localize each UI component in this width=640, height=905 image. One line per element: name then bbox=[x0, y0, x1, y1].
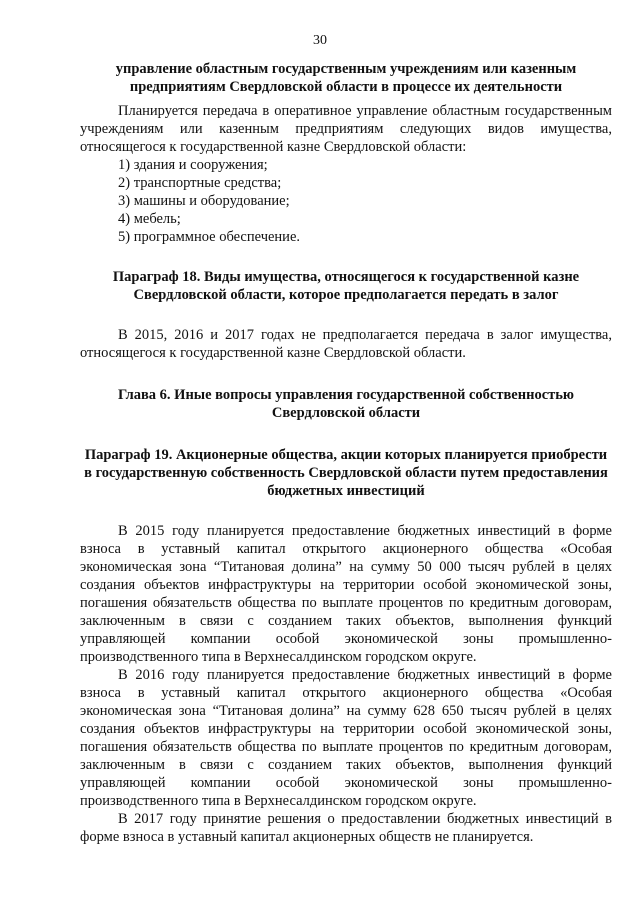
chapter-6-heading: Глава 6. Иные вопросы управления государственной собственностью Свердловской области bbox=[117, 387, 575, 421]
page-number: 30 bbox=[313, 33, 327, 48]
intro-paragraph: Планируется передача в оперативное управление областным государственным учреждениям или казенным предприятиям следующих видов имущества, относящегося к государственной казне Свердловской области: bbox=[80, 103, 612, 155]
list-item: 1) здания и сооружения; bbox=[118, 157, 268, 173]
paragraph-19-text-2017: В 2017 году принятие решения о предоставлении бюджетных инвестиций в форме взноса в уставный капитал акционерных обществ не планируется. bbox=[80, 811, 612, 845]
list-item: 3) машины и оборудование; bbox=[118, 193, 290, 209]
property-types-list bbox=[80, 156, 612, 246]
list-item: 4) мебель; bbox=[118, 211, 181, 227]
document-body bbox=[80, 60, 612, 846]
intro-heading: управление областным государственным учреждениям или казенным предприятиям Свердловской области в процессе их деятельности bbox=[115, 61, 577, 95]
list-item: 2) транспортные средства; bbox=[118, 175, 282, 191]
list-item: 5) программное обеспечение. bbox=[118, 229, 301, 245]
paragraph-19-text-2016: В 2016 году планируется предоставление бюджетных инвестиций в форме взноса в уставный капитал открытого акционерного общества «Особая экономическая зона “Титановая долина” на сумму 628 650 тысяч рублей в целях создания объектов инфраструктуры на территории особой экономической зоны, погашения обязательств общества по выплате процентов по кредитным договорам, заключенным в связи с созданием таких объектов, выполнения функций управляющей компании особой экономической зоны промышленно-производственного типа в Верхнесалдинском городском округе. bbox=[80, 667, 612, 809]
paragraph-18-text: В 2015, 2016 и 2017 годах не предполагается передача в залог имущества, относящегося к государственной казне Свердловской области. bbox=[80, 327, 612, 361]
paragraph-18-heading: Параграф 18. Виды имущества, относящегося к государственной казне Свердловской области, которое предполагается передать в залог bbox=[112, 269, 580, 303]
paragraph-19-heading: Параграф 19. Акционерные общества, акции которых планируется приобрести в государственную собственность Свердловской области путем предоставления бюджетных инвестиций bbox=[84, 447, 608, 499]
paragraph-19-text-2015: В 2015 году планируется предоставление бюджетных инвестиций в форме взноса в уставный капитал открытого акционерного общества «Особая экономическая зона “Титановая долина” на сумму 50 000 тысяч рублей в целях создания объектов инфраструктуры на территории особой экономической зоны, погашения обязательств общества по выплате процентов по кредитным договорам, заключенным в связи с созданием таких объектов, выполнения функций управляющей компании особой экономической зоны промышленно-производственного типа в Верхнесалдинском городском округе. bbox=[80, 523, 612, 665]
